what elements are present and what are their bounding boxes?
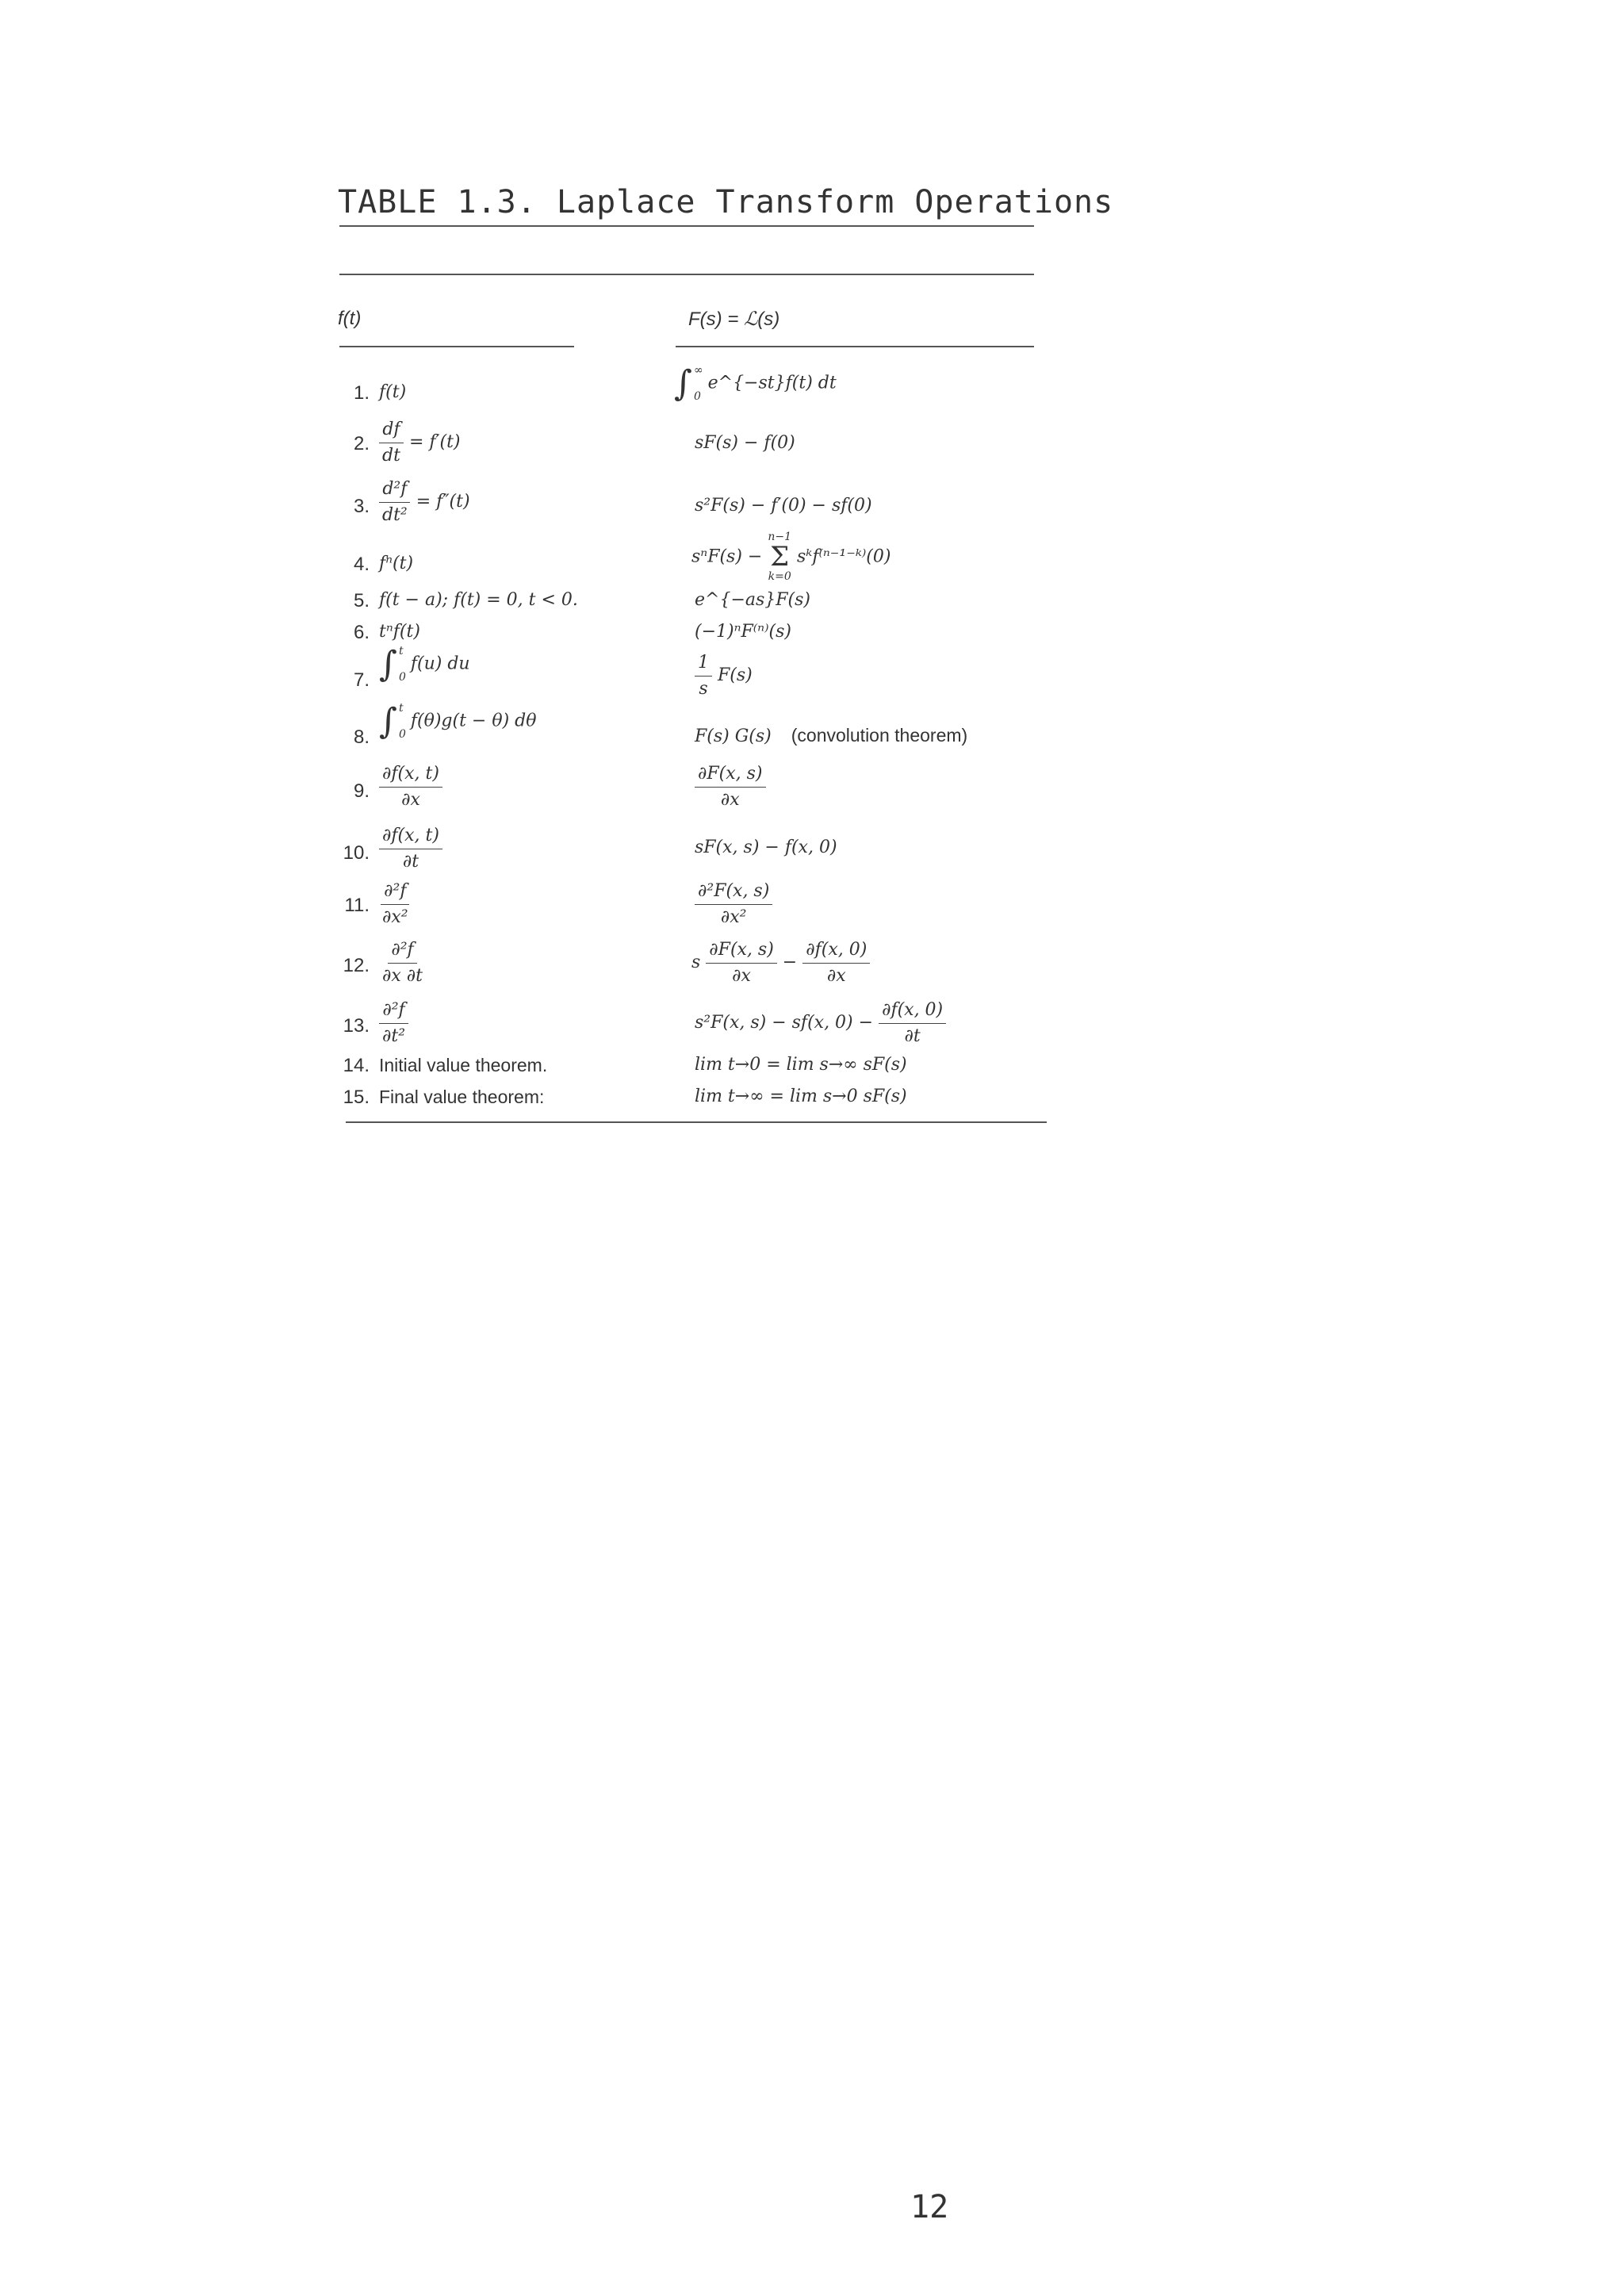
time-function xyxy=(379,999,408,1047)
top-rule xyxy=(339,274,1034,275)
second-partial-fraction: $\frac{\text{∂²f}}{\text{∂t²}}$ xyxy=(379,999,408,1047)
integral-limits: t 0 xyxy=(398,702,406,741)
row-number: 11. xyxy=(344,895,370,916)
time-function xyxy=(379,939,426,987)
reciprocal-fraction: $\frac{1}{s}$ xyxy=(695,652,712,700)
row-number: 8. xyxy=(353,726,370,748)
partial-derivative-fraction: $\frac{\partial f(x, t)}{\partial t}$ xyxy=(379,825,442,872)
row-number: 15. xyxy=(343,1087,370,1108)
partial-derivative-fraction: $\frac{\partial f(x, 0)}{\partial x}$ xyxy=(802,939,870,987)
column-header-time: f(t) xyxy=(338,308,362,329)
title-underline xyxy=(339,225,1034,227)
table-title: TABLE 1.3. Laplace Transform Operations xyxy=(338,184,1114,220)
convolution-note: (convolution theorem) xyxy=(791,725,968,746)
row-number: 13. xyxy=(343,1015,370,1037)
transform-expression xyxy=(695,880,772,928)
integral-sign: ∫ xyxy=(379,701,397,742)
header-rule-right xyxy=(676,346,1034,347)
row-number: 4. xyxy=(353,554,370,575)
time-function: ∫ t 0 f(θ)g(t − θ) dθ xyxy=(379,701,537,742)
row-number: 2. xyxy=(353,433,370,454)
row-number: 5. xyxy=(353,590,370,611)
theorem-name: Initial value theorem. xyxy=(379,1055,548,1075)
row-number: 14. xyxy=(343,1055,370,1076)
transform-expression: s $\frac{\partial F(x, s)}{\partial x}$ − $\frac{\partial f(x, 0)}{\partial x}$ xyxy=(691,939,870,987)
row-number: 9. xyxy=(353,780,370,802)
partial-derivative-fraction: $\frac{\partial f(x, 0)}{\partial t}$ xyxy=(879,999,946,1047)
header-rule-left xyxy=(339,346,574,347)
integral-limits: t 0 xyxy=(398,645,406,684)
summation: n−1 Σ k=0 xyxy=(768,531,792,584)
second-derivative-fraction: $\frac{\text{d²f}}{\text{dt²}}$ xyxy=(379,478,411,526)
transform-expression: lim t→∞ = lim s→0 sF(s) xyxy=(695,1087,907,1106)
transform-expression: sF(x, s) − f(x, 0) xyxy=(695,838,837,857)
transform-expression: e^{−as}F(s) xyxy=(695,590,811,610)
derivative-fraction: $\frac{df}{dt}$ xyxy=(379,419,404,466)
transform-expression: (−1)ⁿF⁽ⁿ⁾(s) xyxy=(695,622,791,642)
time-function: ∫ t 0 f(u) du xyxy=(379,644,470,684)
row-number: 1. xyxy=(353,382,370,404)
column-header-transform: F(s) = ℒ(s) xyxy=(688,309,780,330)
integral-sign: ∫ xyxy=(674,363,692,404)
time-function: f(t − a); f(t) = 0, t < 0. xyxy=(379,590,578,610)
page-number: 12 xyxy=(910,2189,949,2225)
second-partial-fraction: $\frac{\text{∂²f}}{\text{∂x²}}$ xyxy=(382,881,408,927)
time-function: tⁿf(t) xyxy=(379,622,420,642)
theorem-name: Final value theorem: xyxy=(379,1087,545,1107)
integral-limits: ∞ 0 xyxy=(693,364,703,403)
bottom-rule xyxy=(346,1121,1047,1123)
transform-expression: sF(s) − f(0) xyxy=(695,433,795,453)
row-number: 7. xyxy=(353,669,370,691)
integral-sign: ∫ xyxy=(379,644,397,684)
partial-derivative-fraction: $\frac{\partial F(x, s)}{\partial x}$ xyxy=(695,763,766,811)
row-number: 3. xyxy=(353,496,370,517)
partial-derivative-fraction: $\frac{\partial f(x, t)}{\partial x}$ xyxy=(379,763,442,811)
partial-derivative-fraction: $\frac{\partial F(x, s)}{\partial x}$ xyxy=(706,939,777,987)
time-function xyxy=(379,880,412,928)
transform-expression: s²F(x, s) − sf(x, 0) − $\frac{\partial f(x, 0)}{\partial t}$ xyxy=(695,999,946,1047)
row-number: 6. xyxy=(353,622,370,643)
transform-expression xyxy=(695,763,766,811)
time-function: fⁿ(t) xyxy=(379,554,414,573)
row-number: 12. xyxy=(343,955,370,976)
transform-expression: F(s) G(s) (convolution theorem) xyxy=(695,725,968,746)
second-partial-fraction: $\frac{\text{∂²F(x, s)}}{\text{∂x²}}$ xyxy=(695,880,772,928)
integrand: e^{−st}f(t) dt xyxy=(707,373,837,393)
transform-expression: lim t→0 = lim s→∞ sF(s) xyxy=(695,1055,907,1075)
time-function: f(t) xyxy=(379,382,407,402)
transform-expression: s²F(s) − f′(0) − sf(0) xyxy=(695,496,872,516)
row-number: 10. xyxy=(343,842,370,864)
transform-expression: sⁿF(s) − n−1 Σ k=0 sᵏf⁽ⁿ⁻¹⁻ᵏ⁾(0) xyxy=(691,531,891,584)
time-function xyxy=(379,763,442,811)
sigma-icon: Σ xyxy=(770,540,790,573)
time-function: $\frac{df}{dt}$ = f′(t) xyxy=(379,419,461,466)
mixed-partial-fraction: $\frac{\text{∂²f}}{\partial x \partial t}$ xyxy=(382,940,423,986)
laplace-definition xyxy=(674,363,837,404)
transform-expression: $\frac{1}{s}$ F(s) xyxy=(695,652,753,700)
time-function xyxy=(379,825,442,872)
time-function: $\frac{\text{d²f}}{\text{dt²}}$ = f″(t) xyxy=(379,478,470,526)
